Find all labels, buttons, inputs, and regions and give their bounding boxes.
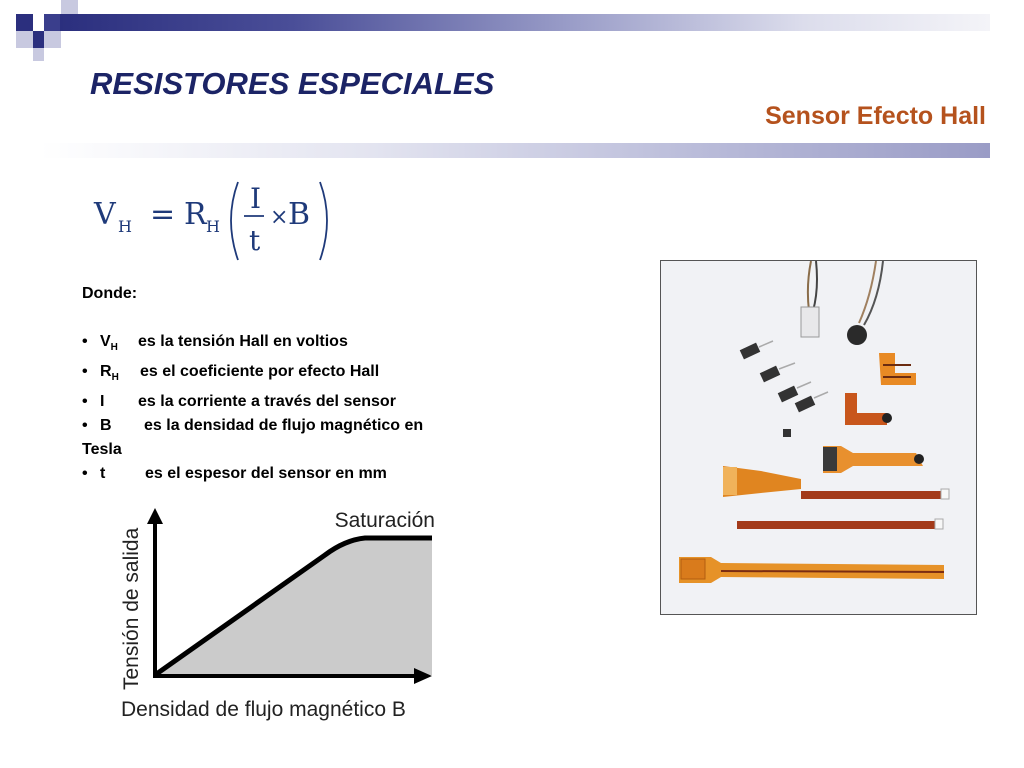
decor-square [61, 0, 78, 14]
right-paren [320, 182, 327, 260]
formula-times: × [270, 205, 289, 230]
formula-equals: = [150, 197, 176, 232]
list-item [82, 462, 502, 486]
list-item [82, 330, 502, 360]
bullet-dot-icon: • [82, 465, 88, 483]
variable-symbol: B [100, 417, 112, 435]
left-paren [231, 182, 238, 260]
formula-denominator: t [249, 224, 261, 257]
decor-square [33, 31, 44, 48]
page-subtitle: Sensor Efecto Hall [765, 102, 986, 130]
variable-definition: es la densidad de flujo magnético en [144, 417, 424, 435]
variable-symbol: I [100, 393, 105, 411]
saturation-label: Saturación [334, 509, 435, 532]
y-axis-arrow-icon [147, 508, 163, 524]
formula-lhs-sub: H [118, 217, 132, 236]
definitions-heading: Donde: [82, 285, 138, 302]
header-gradient-bar [60, 14, 990, 31]
variable-symbol: t [100, 465, 106, 483]
decor-square [44, 31, 61, 48]
x-axis-label: Densidad de flujo magnético B [121, 698, 406, 721]
bullet-dot-icon: • [82, 417, 88, 435]
bullet-dot-icon: • [82, 363, 88, 381]
list-item [82, 414, 502, 438]
hall-sensors-photo [660, 260, 977, 615]
list-item [82, 390, 502, 414]
decor-square [16, 31, 33, 48]
variable-definition: es el espesor del sensor en mm [145, 465, 387, 483]
variable-definition: es la tensión Hall en voltios [138, 333, 348, 350]
formula-rhs-sub: H [206, 217, 220, 236]
variable-definition-continuation: Tesla [82, 441, 122, 459]
bullet-dot-icon: • [82, 333, 88, 350]
decor-square [16, 14, 33, 31]
hall-voltage-formula [92, 178, 352, 268]
variable-definition: es el coeficiente por efecto Hall [140, 363, 380, 381]
variable-symbol: $R_H$ [100, 363, 119, 384]
hall-sensor-photo-icon [661, 261, 976, 614]
decor-square [44, 14, 61, 31]
y-axis-label: Tensión de salida [120, 527, 143, 690]
page-title: RESISTORES ESPECIALES [90, 66, 495, 101]
bullet-dot-icon: • [82, 393, 88, 411]
variable-symbol: $V_H$ [100, 333, 118, 354]
formula-factor: B [288, 197, 311, 232]
list-item [82, 360, 502, 390]
decor-square [33, 48, 44, 61]
title-underline-gradient-bar [40, 143, 990, 158]
formula-lhs: V [94, 197, 116, 232]
saturation-graph [110, 500, 450, 725]
formula-numerator: I [250, 182, 262, 215]
variable-definitions [82, 282, 502, 486]
formula-rhs: R [184, 197, 207, 232]
variable-definition: es la corriente a través del sensor [138, 393, 396, 411]
response-area [155, 538, 432, 675]
